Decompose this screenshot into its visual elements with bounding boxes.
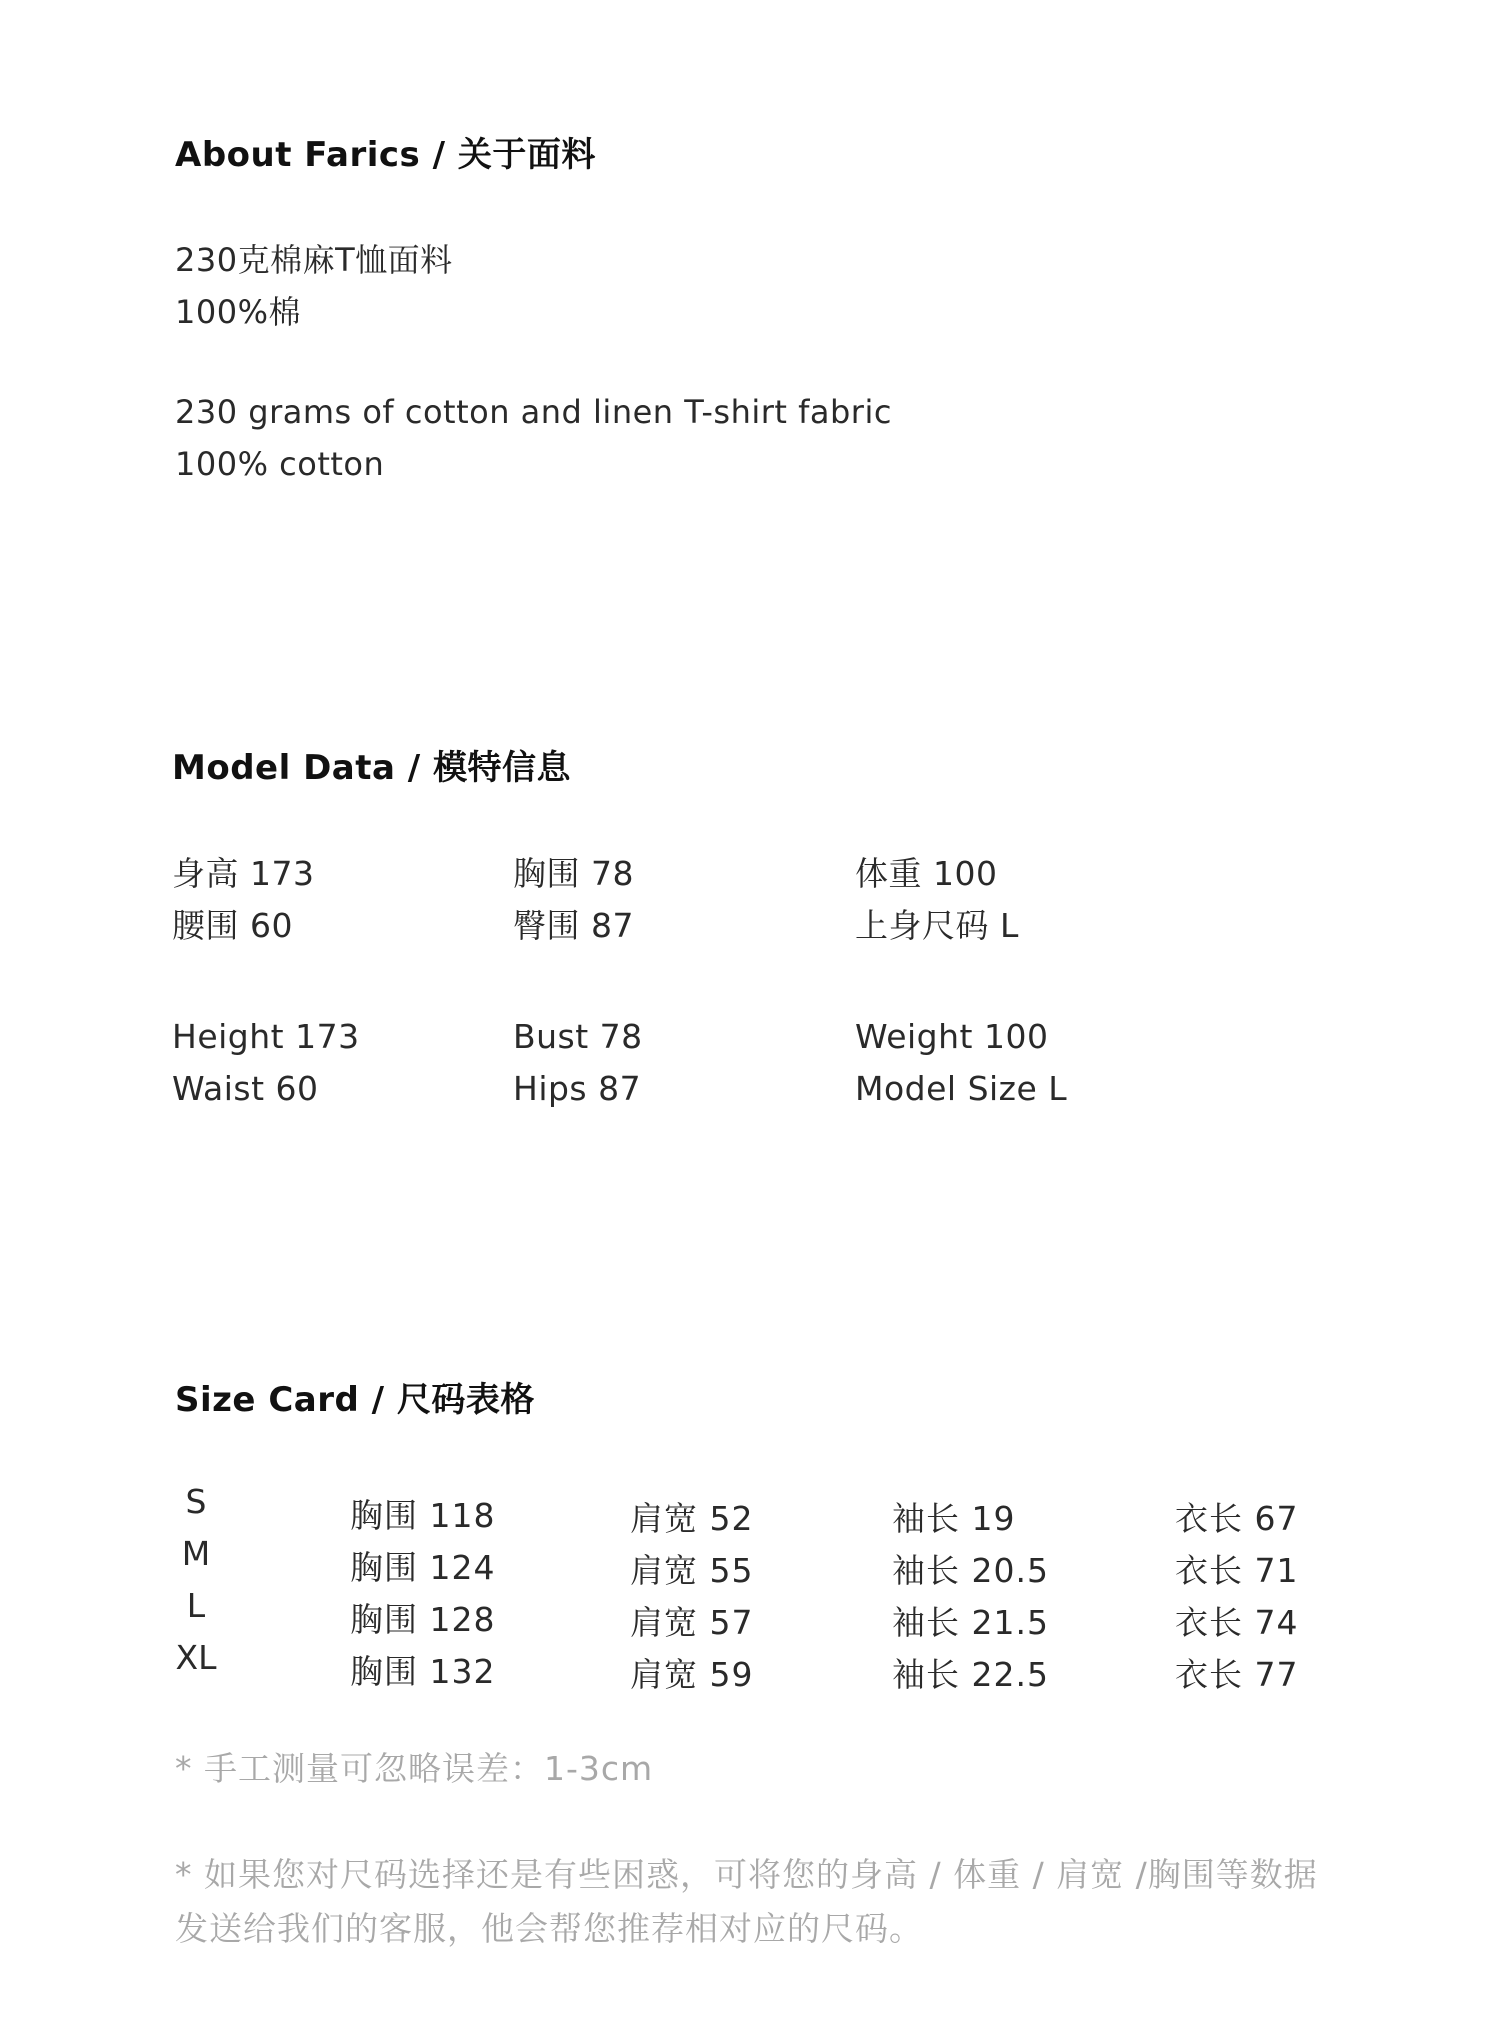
- size-xl-bust: 胸围 132: [350, 1652, 496, 1691]
- model-cn-height: 身高 173: [172, 854, 315, 893]
- size-l-bust: 胸围 128: [350, 1600, 496, 1639]
- size-m-length: 衣长 71: [1175, 1551, 1299, 1590]
- model-en-hips: Hips 87: [513, 1069, 642, 1108]
- fabric-cn-line1: 230克棉麻T恤面料: [175, 241, 453, 279]
- fabric-en-line2: 100% cotton: [175, 445, 385, 483]
- size-l-length: 衣长 74: [1175, 1603, 1299, 1642]
- model-heading: Model Data / 模特信息: [172, 748, 572, 788]
- size-label-xl: XL: [175, 1638, 217, 1677]
- size-l-shoulder: 肩宽 57: [630, 1603, 754, 1642]
- fabric-en-line1: 230 grams of cotton and linen T-shirt fabric: [175, 393, 892, 431]
- model-en-height: Height 173: [172, 1017, 360, 1056]
- model-cn-hips: 臀围 87: [513, 906, 634, 945]
- size-label-m: M: [181, 1534, 211, 1573]
- fabric-cn-line2: 100%棉: [175, 293, 301, 331]
- size-xl-length: 衣长 77: [1175, 1655, 1299, 1694]
- size-m-sleeve: 袖长 20.5: [892, 1551, 1049, 1590]
- model-cn-waist: 腰围 60: [172, 906, 293, 945]
- size-l-sleeve: 袖长 21.5: [892, 1603, 1049, 1642]
- fabric-heading: About Farics / 关于面料: [175, 135, 596, 175]
- size-s-shoulder: 肩宽 52: [630, 1499, 754, 1538]
- model-en-weight: Weight 100: [855, 1017, 1049, 1056]
- size-m-shoulder: 肩宽 55: [630, 1551, 754, 1590]
- size-s-bust: 胸围 118: [350, 1496, 496, 1535]
- model-en-size: Model Size L: [855, 1069, 1068, 1108]
- model-en-bust: Bust 78: [513, 1017, 643, 1056]
- size-label-l: L: [186, 1586, 206, 1625]
- size-advice-note: * 如果您对尺码选择还是有些困惑，可将您的身高 / 体重 / 肩宽 /胸围等数据发送给我们的客服，他会帮您推荐相对应的尺码。: [175, 1855, 1318, 1948]
- model-en-waist: Waist 60: [172, 1069, 319, 1108]
- size-s-sleeve: 袖长 19: [892, 1499, 1016, 1538]
- size-xl-shoulder: 肩宽 59: [630, 1655, 754, 1694]
- size-xl-sleeve: 袖长 22.5: [892, 1655, 1049, 1694]
- model-cn-weight: 体重 100: [855, 854, 998, 893]
- size-m-bust: 胸围 124: [350, 1548, 496, 1587]
- size-label-s: S: [185, 1482, 207, 1521]
- model-cn-size: 上身尺码 L: [855, 906, 1019, 945]
- size-s-length: 衣长 67: [1175, 1499, 1299, 1538]
- model-cn-bust: 胸围 78: [513, 854, 634, 893]
- size-card-heading: Size Card / 尺码表格: [175, 1380, 535, 1420]
- measurement-note: * 手工测量可忽略误差：1-3cm: [175, 1749, 654, 1788]
